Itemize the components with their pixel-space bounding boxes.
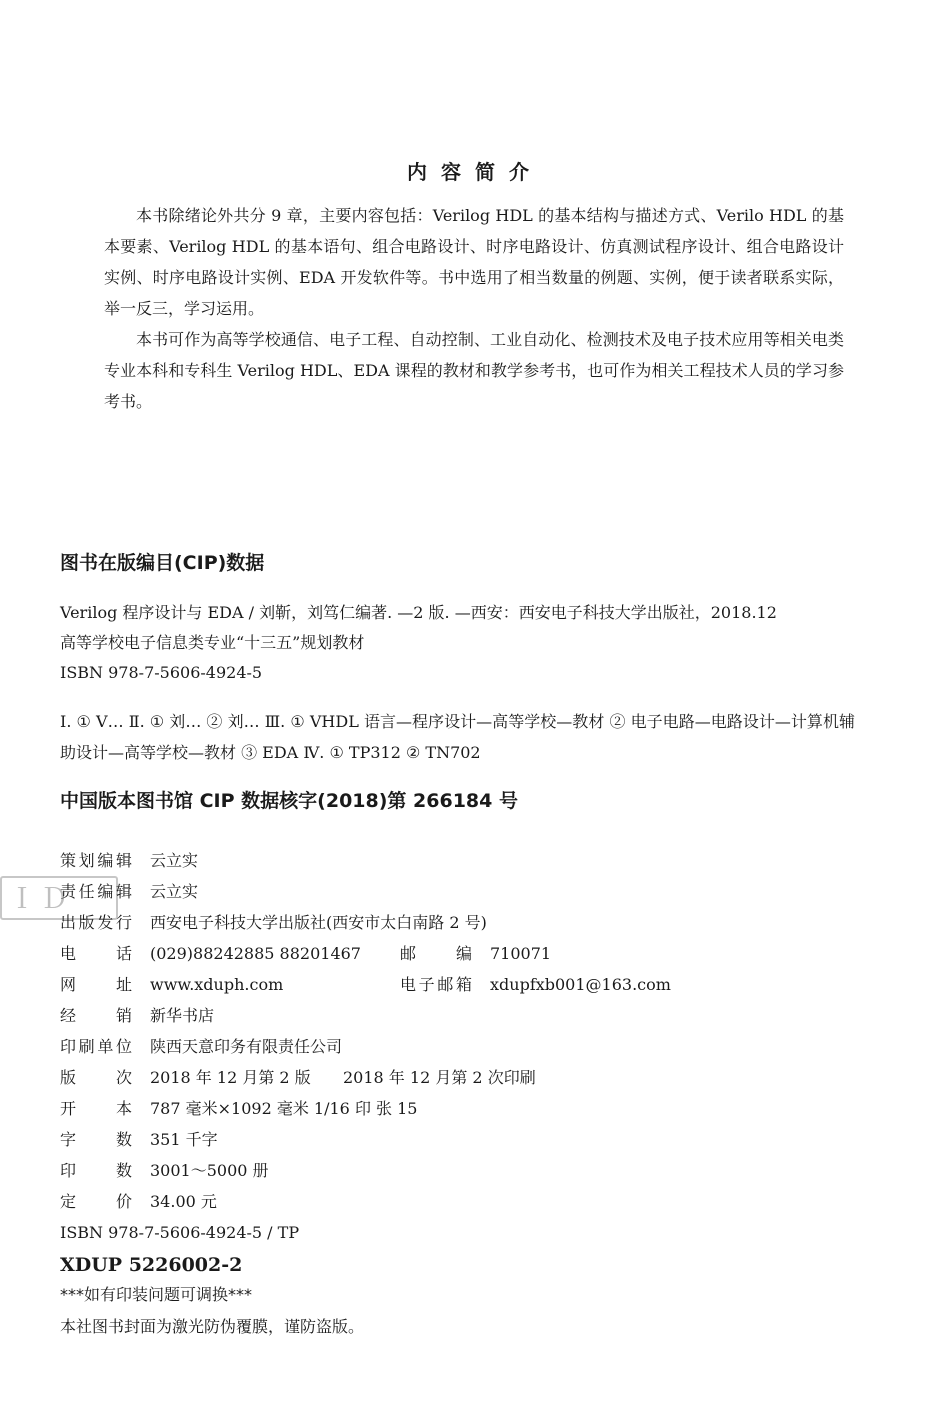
- detail-value: (029)88242885 88201467: [150, 944, 361, 963]
- detail-value: 351 千字: [150, 1130, 218, 1149]
- detail-value: 新华书店: [150, 1006, 215, 1025]
- detail-value: 710071: [490, 944, 552, 963]
- replacement-notice: ***如有印装问题可调换***: [60, 1285, 253, 1304]
- library-stamp: ＩＤ: [0, 876, 118, 920]
- detail-row: [60, 1031, 850, 1062]
- detail-value: 2018 年 12 月第 2 次印刷: [343, 1068, 536, 1087]
- cip-classification: Ⅰ. ① V… Ⅱ. ① 刘… ② 刘… Ⅲ. ① VHDL 语言—程序设计—高等学校—教材 ② 电子电路—电路设计—计算机辅助设计—高等学校—教材 ③ EDA Ⅳ. ① TP312 ② TN702: [60, 712, 855, 762]
- detail-value: xdupfxb001@163.com: [490, 975, 671, 994]
- detail-label: 电子邮箱: [400, 975, 472, 994]
- detail-value: 云立实: [150, 882, 199, 901]
- isbn-tp: ISBN 978-7-5606-4924-5 / TP: [60, 1223, 300, 1242]
- detail-row: [60, 876, 850, 907]
- detail-value: www.xduph.com: [150, 975, 284, 994]
- detail-row: [60, 1000, 850, 1031]
- summary-paragraph: 本书可作为高等学校通信、电子工程、自动控制、工业自动化、检测技术及电子技术应用等相关电类专业本科和专科生 Verilog HDL、EDA 课程的教材和教学参考书，也可作为相关工程技术人员的学习参考书。: [104, 330, 844, 411]
- publisher-code: XDUP 5226002-2: [60, 1254, 243, 1276]
- detail-label: 版次: [60, 1068, 132, 1087]
- detail-row: [60, 1093, 850, 1124]
- detail-label: 字数: [60, 1130, 132, 1149]
- anti-piracy-notice: 本社图书封面为激光防伪覆膜，谨防盗版。: [60, 1317, 365, 1336]
- cip-isbn-line: ISBN 978-7-5606-4924-5: [60, 663, 263, 682]
- summary-title: 内容简介: [407, 160, 543, 184]
- detail-label: 定价: [60, 1192, 132, 1211]
- publication-details: [60, 845, 850, 1248]
- detail-value: 787 毫米×1092 毫米 1/16 印 张 15: [150, 1099, 418, 1118]
- detail-row: [60, 1186, 850, 1217]
- cip-number: 中国版本图书馆 CIP 数据核字(2018)第 266184 号: [60, 790, 518, 812]
- detail-label: 网址: [60, 975, 132, 994]
- detail-row: [60, 938, 850, 969]
- cip-record: [60, 598, 850, 688]
- detail-value: 陕西天意印务有限责任公司: [150, 1037, 343, 1056]
- detail-label: 开本: [60, 1099, 132, 1118]
- detail-label: 电话: [60, 944, 132, 963]
- detail-row: [60, 845, 850, 876]
- detail-value: 3001～5000 册: [150, 1161, 269, 1180]
- detail-value: 西安电子科技大学出版社(西安市太白南路 2 号): [150, 913, 487, 932]
- detail-row: [60, 1062, 850, 1093]
- detail-row: [60, 1155, 850, 1186]
- detail-row: [60, 969, 850, 1000]
- detail-label: 策划编辑: [60, 851, 132, 870]
- detail-row: [60, 907, 850, 938]
- detail-label: 印刷单位: [60, 1037, 132, 1056]
- detail-label: 责任编辑: [60, 882, 132, 901]
- detail-value: 2018 年 12 月第 2 版: [150, 1068, 311, 1087]
- detail-row: [60, 1217, 850, 1248]
- summary-body: [104, 200, 844, 417]
- cip-title-line: Verilog 程序设计与 EDA / 刘靳，刘笃仁编著. —2 版. —西安：西安电子科技大学出版社，2018.12: [60, 603, 777, 622]
- detail-row: [60, 1124, 850, 1155]
- cip-heading: 图书在版编目(CIP)数据: [60, 552, 265, 574]
- summary-paragraph: 本书除绪论外共分 9 章，主要内容包括：Verilog HDL 的基本结构与描述方式、Verilo HDL 的基本要素、Verilog HDL 的基本语句、组合电路设计、时序电路设计、仿真测试程序设计、组合电路设计实例、时序电路设计实例、EDA 开发软件等。书中选用了相当数量的例题、实例，便于读者联系实际，举一反三，学习运用。: [104, 206, 844, 318]
- detail-label: 经销: [60, 1006, 132, 1025]
- cip-series-line: 高等学校电子信息类专业“十三五”规划教材: [60, 633, 365, 652]
- detail-value: 34.00 元: [150, 1192, 217, 1211]
- detail-label: 出版发行: [60, 913, 132, 932]
- detail-label: 邮编: [400, 944, 472, 963]
- detail-value: 云立实: [150, 851, 199, 870]
- detail-label: 印数: [60, 1161, 132, 1180]
- footer: [60, 1251, 850, 1343]
